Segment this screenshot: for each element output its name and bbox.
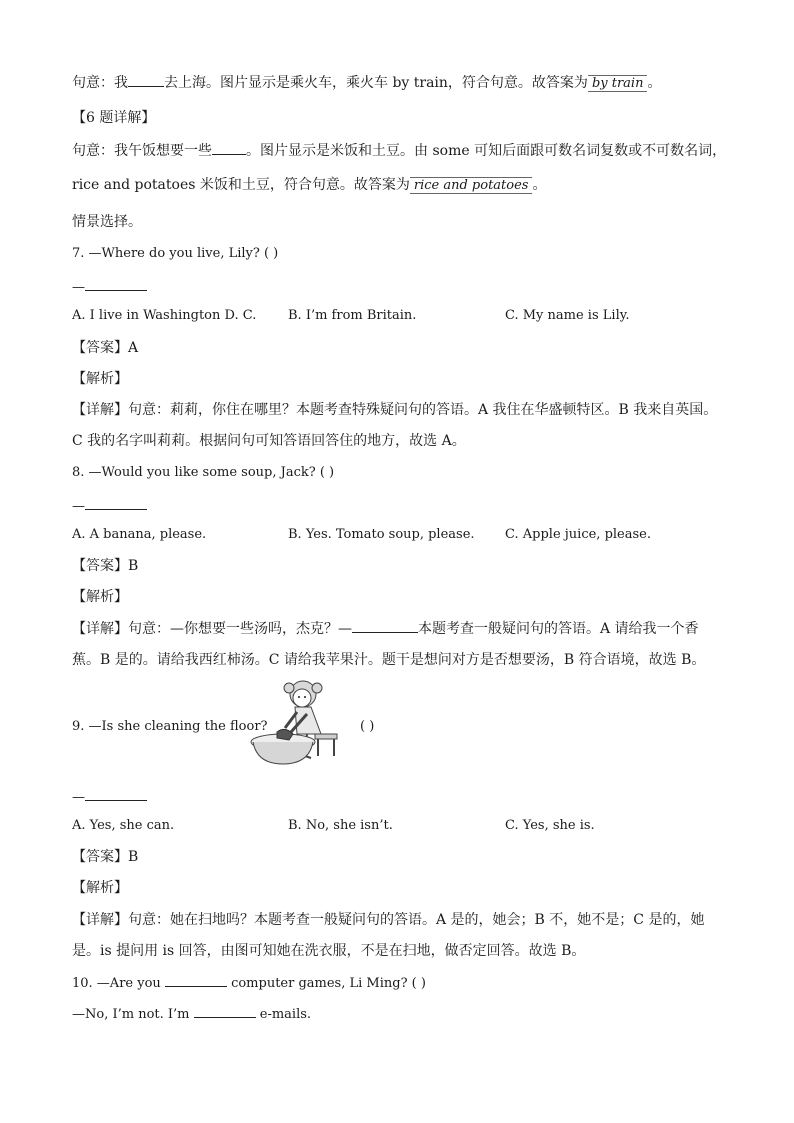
blank [85, 276, 147, 291]
q10-stem: 10. —Are you computer games, Li Ming? ( ) [72, 972, 426, 994]
q8-option-a: A. A banana, please. [72, 527, 207, 542]
q7-analysis: 【解析】 [72, 371, 128, 387]
blank [85, 495, 147, 510]
q9-detail-1: 【详解】句意：她在扫地吗？本题考查一般疑问句的答语。A 是的，她会；B 不，她不是；C 是的，她 [72, 912, 705, 928]
q8-analysis: 【解析】 [72, 589, 128, 605]
q9-option-a: A. Yes, she can. [72, 818, 175, 833]
q8-option-c: C. Apple juice, please. [505, 527, 651, 542]
q7-answer-line: — [72, 276, 147, 298]
q7-detail-2: C 我的名字叫莉莉。根据问句可知答语回答住的地方，故选 A。 [72, 433, 466, 449]
blank [128, 72, 164, 87]
q8-stem: 8. —Would you like some soup, Jack? ( ) [72, 465, 335, 480]
blank [212, 140, 246, 155]
q8-detail-2: 蕉。B 是的。请给我西红柿汤。C 请给我苹果汁。题干是想问对方是否想要汤，B 符合语境，故选 B。 [72, 652, 706, 668]
q7-option-c: C. My name is Lily. [505, 308, 630, 323]
q7-option-b: B. I’m from Britain. [288, 308, 417, 323]
q6-explanation-line-1: 句意：我午饭想要一些 。图片显示是米饭和土豆。由 some 可知后面跟可数名词复数或不可数名词， [72, 140, 726, 161]
q7-stem: 7. —Where do you live, Lily? ( ) [72, 246, 279, 261]
handwritten-answer: rice and potatoes [410, 177, 533, 194]
q9-paren: ( ) [360, 719, 375, 734]
q8-detail-1: 【详解】句意：—你想要一些汤吗，杰克？— 本题考查一般疑问句的答语。A 请给我一个香 [72, 618, 699, 639]
q9-stem: 9. —Is she cleaning the floor? [72, 719, 268, 734]
q5-explanation-line: 句意：我 去上海。图片显示是乘火车，乘火车 by train，符合句意。故答案为 by train 。 [72, 72, 661, 93]
handwritten-answer: by train [588, 75, 648, 92]
q6-heading: 【6 题详解】 [72, 110, 156, 126]
q8-option-b: B. Yes. Tomato soup, please. [288, 527, 475, 542]
q8-answer-line: — [72, 495, 147, 517]
blank [352, 618, 418, 633]
q9-answer: 【答案】B [72, 849, 139, 865]
q7-answer: 【答案】A [72, 340, 139, 356]
girl-washing-clothes-icon [247, 676, 347, 772]
q9-detail-2: 是。is 提问用 is 回答，由图可知她在洗衣服，不是在扫地，做否定回答。故选 B。 [72, 943, 586, 959]
q7-detail-1: 【详解】句意：莉莉，你住在哪里？本题考查特殊疑问句的答语。A 我住在华盛顿特区。B 我来自英国。 [72, 402, 718, 418]
q9-option-b: B. No, she isn’t. [288, 818, 393, 833]
q6-explanation-line-2: rice and potatoes 米饭和土豆，符合句意。故答案为 rice and potatoes 。 [72, 177, 547, 193]
blank [85, 786, 147, 801]
q8-answer: 【答案】B [72, 558, 139, 574]
blank [194, 1003, 256, 1018]
section-title: 情景选择。 [72, 214, 142, 230]
q7-option-a: A. I live in Washington D. C. [72, 308, 257, 323]
q9-answer-line: — [72, 786, 147, 808]
q10-answer-line: —No, I’m not. I’m e-mails. [72, 1003, 311, 1025]
q9-analysis: 【解析】 [72, 880, 128, 896]
blank [165, 972, 227, 987]
q9-option-c: C. Yes, she is. [505, 818, 595, 833]
